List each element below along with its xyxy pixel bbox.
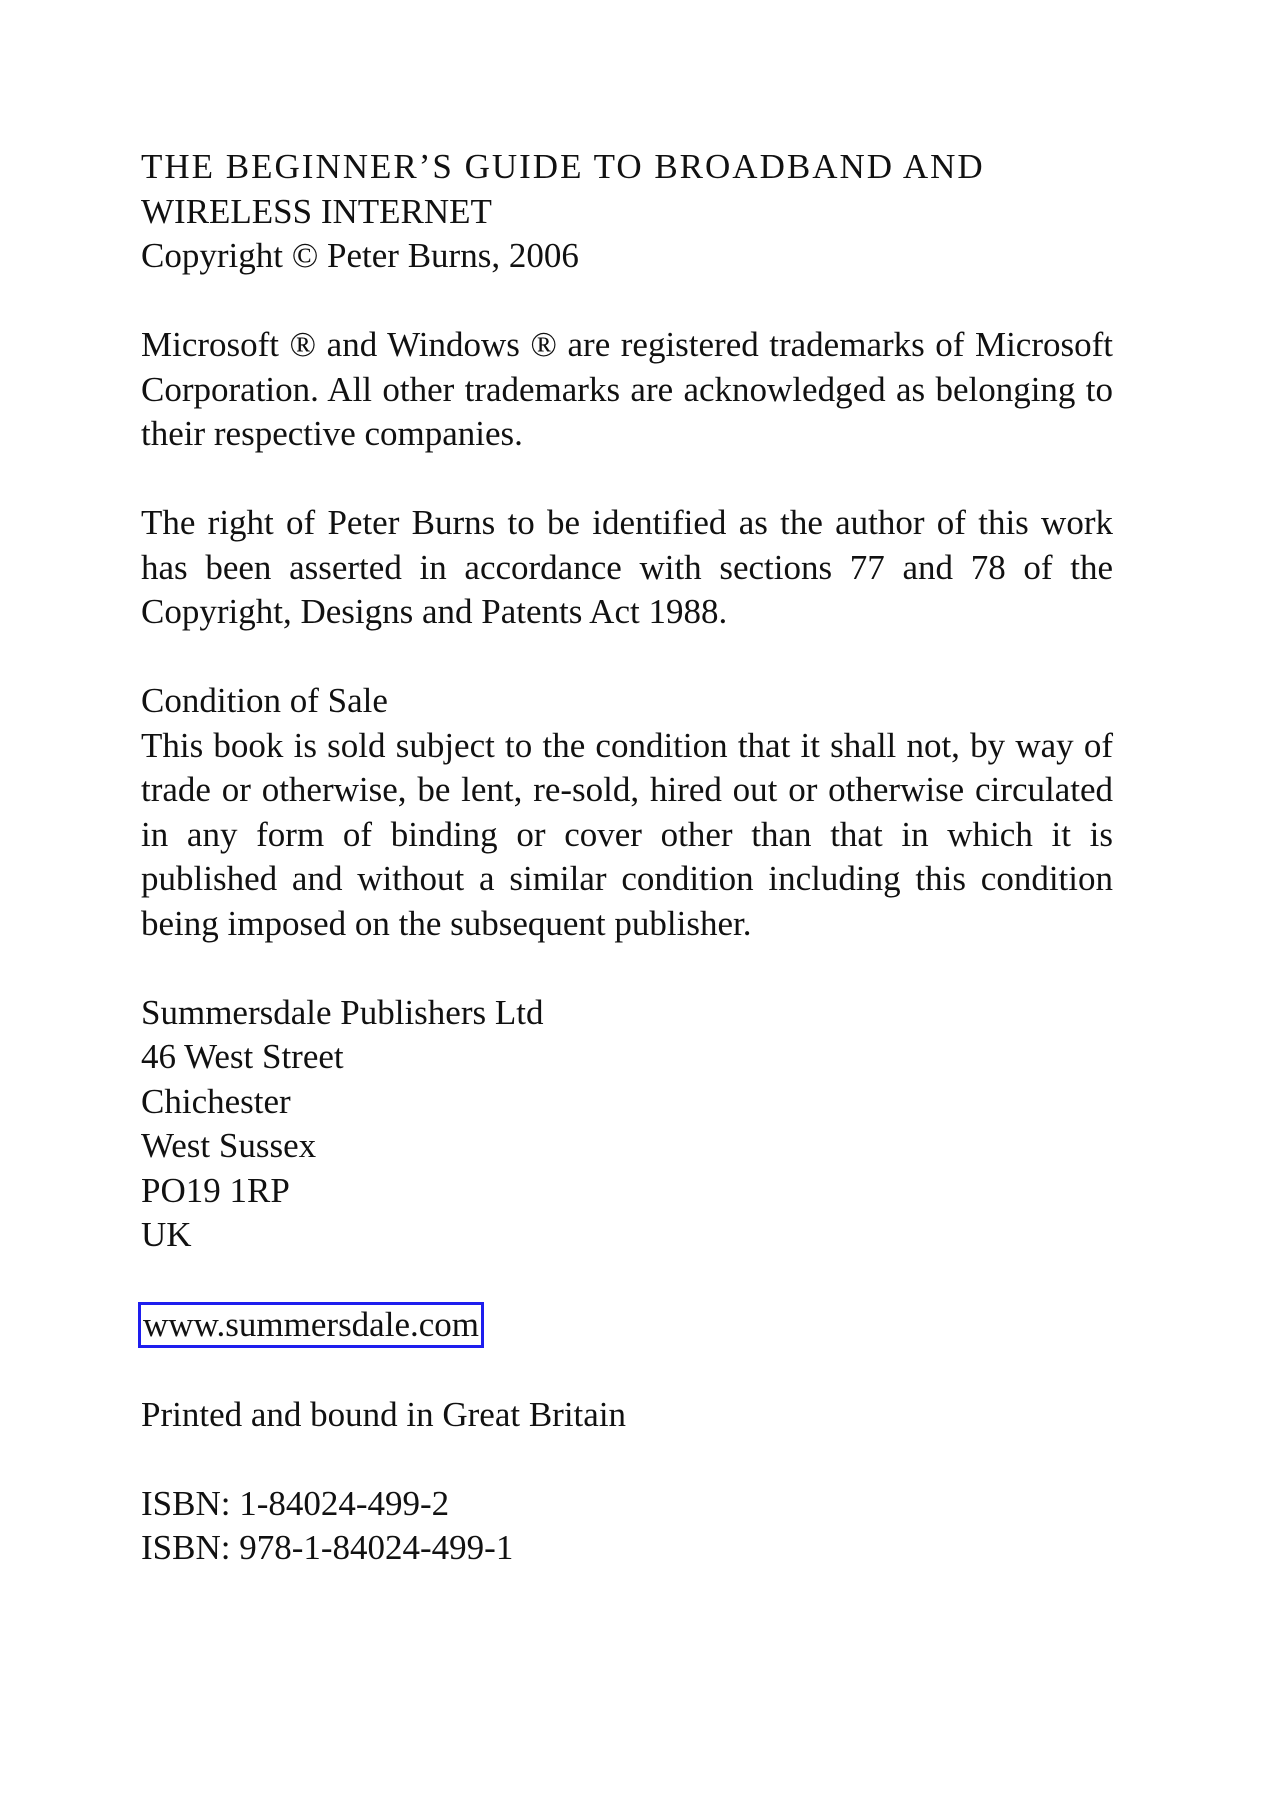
publisher-street: 46 West Street — [141, 1037, 344, 1076]
condition-of-sale-heading: Condition of Sale — [141, 681, 388, 720]
isbn-block — [141, 1482, 1113, 1571]
publisher-postcode: PO19 1RP — [141, 1170, 290, 1210]
trademarks-paragraph: Microsoft ® and Windows ® are registered trademarks of Microsoft Corporation. All other trademarks are acknowledged as belonging to their respective companies. — [141, 325, 1113, 453]
publisher-country: UK — [141, 1215, 192, 1254]
website-block — [141, 1302, 1113, 1348]
book-title-line-1: THE BEGINNER’S GUIDE TO BROADBAND AND — [141, 147, 985, 186]
title-block — [141, 145, 1113, 279]
publisher-county: West Sussex — [141, 1126, 317, 1165]
publisher-city: Chichester — [141, 1081, 291, 1121]
copyright-notice: Copyright © Peter Burns, 2006 — [141, 236, 579, 275]
publisher-address — [141, 991, 1113, 1258]
book-title-line-2: WIRELESS INTERNET — [141, 191, 492, 231]
isbn-10: ISBN: 1-84024-499-2 — [141, 1483, 450, 1523]
copyright-page-content — [141, 145, 1113, 1615]
website-link[interactable]: www.summersdale.com — [138, 1302, 484, 1348]
condition-of-sale-block — [141, 679, 1113, 946]
author-rights-paragraph: The right of Peter Burns to be identified as the author of this work has been asserted in accordance with sections 77 and 78 of the Copyright, Designs and Patents Act 1988. — [141, 503, 1113, 631]
printed-notice: Printed and bound in Great Britain — [141, 1394, 627, 1434]
isbn-13: ISBN: 978-1-84024-499-1 — [141, 1528, 514, 1567]
publisher-name: Summersdale Publishers Ltd — [141, 992, 544, 1032]
condition-of-sale-text: This book is sold subject to the condition that it shall not, by way of trade or otherwise, be lent, re-sold, hired out or otherwise circulated in any form of binding or cover other than that in which it is published and without a similar condition including this condition being imposed on the subsequent publisher. — [141, 725, 1113, 943]
